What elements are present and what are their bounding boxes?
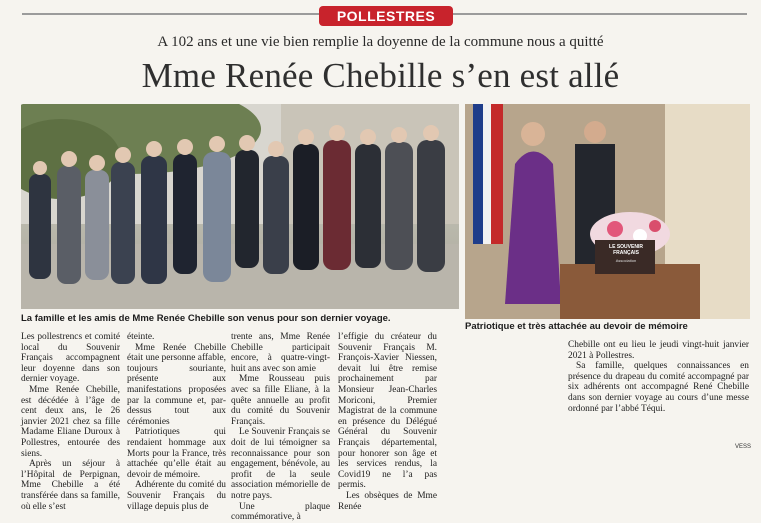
paragraph: Chebille ont eu lieu le jeudi vingt-huit janvier 2021 à Pollestres. <box>568 340 749 361</box>
column-3 <box>231 332 330 523</box>
paragraph: Une plaque commémorative, à <box>231 501 330 523</box>
paragraph: Le Souvenir Français se doit de lui témoigner sa reconnaissance pour son engagement, bénévole, au profit de la seule association mémorielle de notre pays. <box>231 427 330 501</box>
paragraph: Les obsèques de Mme Renée <box>338 490 437 512</box>
headline: Mme Renée Chebille s’en est allé <box>141 56 620 95</box>
paragraph: Mme Renée Chebille était une personne affable, toujours souriante, présente aux manifestations proposées par la commune et, par-dessus tout aux cérémonies <box>127 342 226 427</box>
section-badge: POLLESTRES <box>319 6 453 26</box>
author-signature: VESS <box>735 444 752 450</box>
column-2 <box>127 332 226 512</box>
paragraph: Les pollestrencs et comité local du Souvenir Français accompagnent leur doyenne dans son dernier voyage. <box>21 332 120 385</box>
paragraph: Sa famille, quelques connaissances en présence du drapeau du comité accompagné par six adhérents ont accompagné René Chebille dans son dernier voyage au cours d’une messe ordonné par l’abbé Téqui. <box>568 361 749 414</box>
column-1 <box>21 332 120 512</box>
column-4 <box>338 332 437 512</box>
paragraph: trente ans, Mme Renée Chebille participait encore, à quatre-vingt-huit ans avec son amie <box>231 332 330 374</box>
paragraph: Après un séjour à l’Hôpital de Perpignan, Mme Chebille a été transférée dans sa famille, où elle s’est <box>21 459 120 512</box>
kicker: A 102 ans et une vie bien remplie la doyenne de la commune nous a quitté <box>157 34 604 50</box>
group-photo-caption: La famille et les amis de Mme Renée Chebille son venus pour son dernier voyage. <box>21 313 391 324</box>
group-photo-illustration <box>21 104 459 309</box>
paragraph: l’effigie du créateur du Souvenir Français M. François-Xavier Niessen, devait lui être remise prochainement par Monsieur Jean-Charles Moriconi, Premier Magistrat de la commune en présence du Délégué Général du Souvenir Français départemental, pour honorer son âge et les services rendus, la Covid19 ne l’a pas permis. <box>338 332 437 491</box>
plaque-title: LE SOUVENIR FRANÇAIS <box>609 244 643 256</box>
ceremony-photo-illustration <box>465 104 750 319</box>
plaque-sub: Association <box>615 258 637 263</box>
paragraph: Adhérente du comité du Souvenir Français du village depuis plus de <box>127 480 226 512</box>
column-5 <box>568 340 749 414</box>
ceremony-photo-caption: Patriotique et très attachée au devoir de mémoire <box>465 321 688 332</box>
group-photo <box>21 104 459 309</box>
paragraph: Mme Rousseau puis avec sa fille Eliane, à la quête annuelle au profit du comité du Souvenir Français. <box>231 374 330 427</box>
paragraph: Patriotiques qui rendaient hommage aux Morts pour la France, très attachée qu’elle était au devoir de mémoire. <box>127 427 226 480</box>
paragraph: éteinte. <box>127 332 155 342</box>
paragraph: Mme Renée Chebille, est décédée à l’âge de cent deux ans, le 26 janvier 2021 chez sa fille Madame Eliane Duroux à Pollestres, entourée des siens. <box>21 384 120 459</box>
ceremony-photo <box>465 104 750 319</box>
